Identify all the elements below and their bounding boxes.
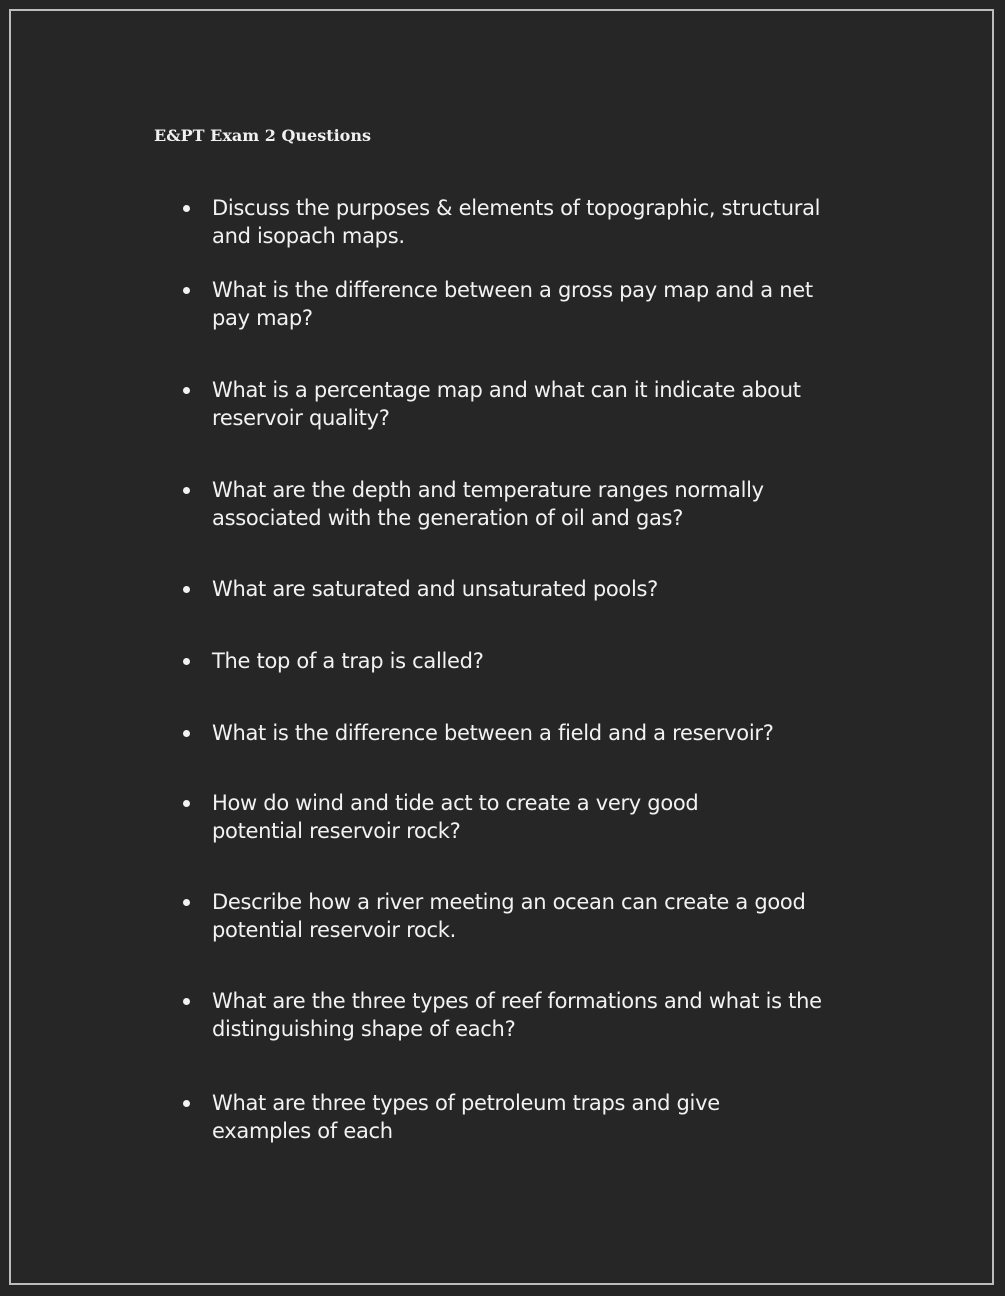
- bullet-icon: [183, 730, 190, 737]
- question-item: What is the difference between a gross pay map and a net pay map?: [212, 276, 832, 332]
- bullet-icon: [183, 800, 190, 807]
- question-item: Discuss the purposes & elements of topographic, structural and isopach maps.: [212, 194, 862, 250]
- question-item: How do wind and tide act to create a very good potential reservoir rock?: [212, 789, 772, 845]
- bullet-icon: [183, 998, 190, 1005]
- bullet-icon: [183, 899, 190, 906]
- bullet-icon: [183, 658, 190, 665]
- bullet-icon: [183, 205, 190, 212]
- question-item: What are the three types of reef formations and what is the distinguishing shape of each?: [212, 987, 832, 1043]
- question-item: What is a percentage map and what can it indicate about reservoir quality?: [212, 376, 802, 432]
- question-item: Describe how a river meeting an ocean can create a good potential reservoir rock.: [212, 888, 812, 944]
- question-item: The top of a trap is called?: [212, 647, 872, 675]
- question-item: What are saturated and unsaturated pools?: [212, 575, 872, 603]
- bullet-icon: [183, 1100, 190, 1107]
- bullet-icon: [183, 586, 190, 593]
- bullet-icon: [183, 287, 190, 294]
- question-item: What is the difference between a field and a reservoir?: [212, 719, 892, 747]
- question-item: What are the depth and temperature ranges normally associated with the generation of oil and gas?: [212, 476, 822, 532]
- question-item: What are three types of petroleum traps and give examples of each: [212, 1089, 772, 1145]
- document-title: E&PT Exam 2 Questions: [154, 126, 371, 145]
- bullet-icon: [183, 487, 190, 494]
- bullet-icon: [183, 387, 190, 394]
